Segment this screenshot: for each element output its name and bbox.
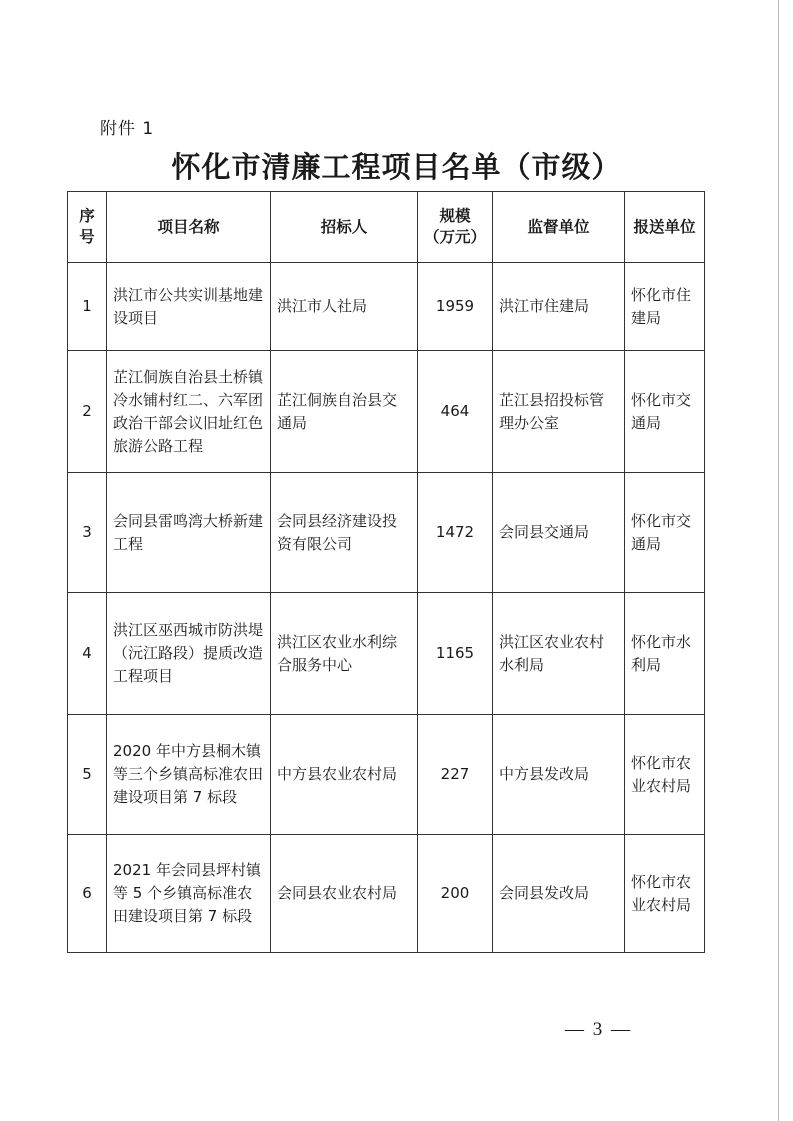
header-seq: 序号 <box>68 192 107 263</box>
row-project-name: 芷江侗族自治县土桥镇冷水铺村红二、六军团政治干部会议旧址红色旅游公路工程 <box>107 351 271 473</box>
header-scale-line1: 规模 <box>439 207 471 225</box>
row-reporting: 怀化市住建局 <box>625 263 705 351</box>
row-supervisor: 洪江区农业农村水利局 <box>493 593 625 715</box>
header-reporting: 报送单位 <box>625 192 705 263</box>
table-row <box>68 263 705 351</box>
row-tenderer: 洪江区农业水利综合服务中心 <box>271 593 418 715</box>
row-seq: 3 <box>68 473 107 593</box>
row-tenderer: 会同县农业农村局 <box>271 835 418 953</box>
row-tenderer: 中方县农业农村局 <box>271 715 418 835</box>
row-seq: 5 <box>68 715 107 835</box>
row-scale: 1472 <box>418 473 493 593</box>
row-scale: 200 <box>418 835 493 953</box>
row-tenderer: 洪江市人社局 <box>271 263 418 351</box>
header-scale <box>418 192 493 263</box>
row-scale: 464 <box>418 351 493 473</box>
row-project-name: 洪江市公共实训基地建设项目 <box>107 263 271 351</box>
row-supervisor: 会同县交通局 <box>493 473 625 593</box>
row-seq: 4 <box>68 593 107 715</box>
table-row <box>68 351 705 473</box>
row-seq: 1 <box>68 263 107 351</box>
header-scale-unit: （万元） <box>424 228 487 246</box>
row-scale: 1165 <box>418 593 493 715</box>
row-seq: 6 <box>68 835 107 953</box>
table-row <box>68 715 705 835</box>
row-reporting: 怀化市水利局 <box>625 593 705 715</box>
table-header-row <box>68 192 705 263</box>
row-reporting: 怀化市农业农村局 <box>625 835 705 953</box>
table-row <box>68 835 705 953</box>
row-project-name: 洪江区巫西城市防洪堤（沅江路段）提质改造工程项目 <box>107 593 271 715</box>
row-supervisor: 中方县发改局 <box>493 715 625 835</box>
document-title: 怀化市清廉工程项目名单（市级） <box>171 150 622 184</box>
row-project-name: 2021 年会同县坪村镇等 5 个乡镇高标准农田建设项目第 7 标段 <box>107 835 271 953</box>
header-project-name: 项目名称 <box>107 192 271 263</box>
row-reporting: 怀化市交通局 <box>625 351 705 473</box>
row-seq: 2 <box>68 351 107 473</box>
attachment-label: 附件 1 <box>100 119 155 139</box>
project-table <box>67 191 705 953</box>
table-row <box>68 593 705 715</box>
row-scale: 227 <box>418 715 493 835</box>
row-project-name: 会同县雷鸣湾大桥新建工程 <box>107 473 271 593</box>
row-supervisor: 洪江市住建局 <box>493 263 625 351</box>
row-supervisor: 会同县发改局 <box>493 835 625 953</box>
row-reporting: 怀化市交通局 <box>625 473 705 593</box>
row-scale: 1959 <box>418 263 493 351</box>
table-row <box>68 473 705 593</box>
row-project-name: 2020 年中方县桐木镇等三个乡镇高标准农田建设项目第 7 标段 <box>107 715 271 835</box>
header-supervisor: 监督单位 <box>493 192 625 263</box>
row-tenderer: 芷江侗族自治县交通局 <box>271 351 418 473</box>
header-tenderer: 招标人 <box>271 192 418 263</box>
page-number: — 3 — <box>565 1019 632 1040</box>
row-tenderer: 会同县经济建设投资有限公司 <box>271 473 418 593</box>
row-reporting: 怀化市农业农村局 <box>625 715 705 835</box>
row-supervisor: 芷江县招投标管理办公室 <box>493 351 625 473</box>
